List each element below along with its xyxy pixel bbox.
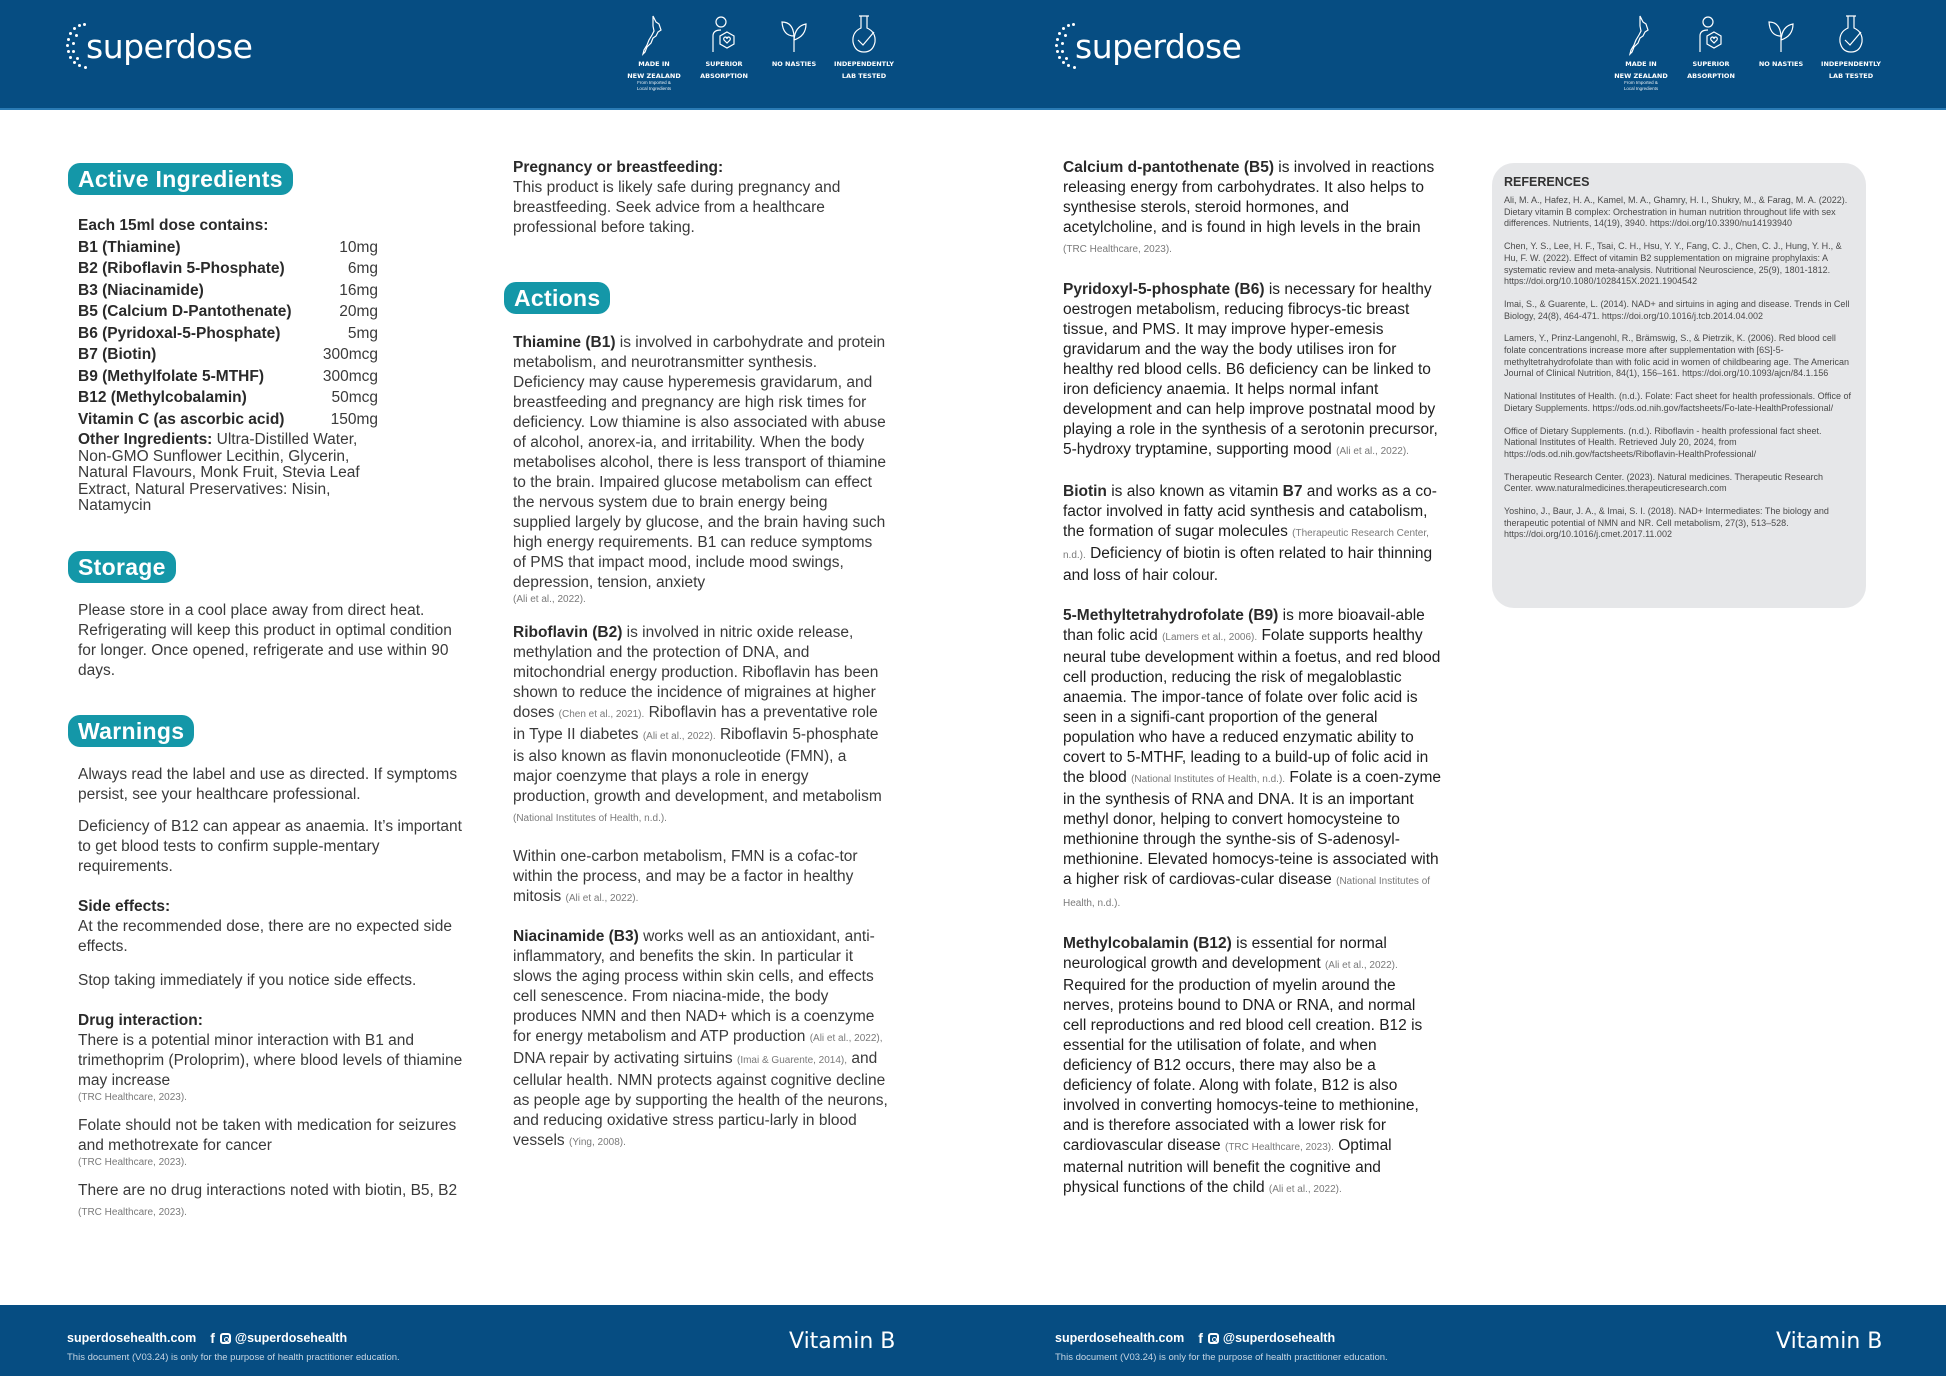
storage-text: Please store in a cool place away from direct heat. Refrigerating will keep this product in optimal condition for longer. Once opened, refrigerate and use within 90 days. <box>78 601 452 679</box>
pregnancy-text: This product is likely safe during pregnancy and breastfeeding. Seek advice from a healthcare professional before taking. <box>513 179 841 236</box>
superdose-logo[interactable] <box>66 22 252 70</box>
flask-check-icon <box>849 14 879 56</box>
action-b3: Niacinamide (B3) works well as an antioxidant, anti-inflammatory, and benefits the skin. In particular it slows the aging process within skin cells, and effects cell senescence. From niacina-mide, the body produces NMN and then NAD+ which is a coenzyme for energy metabolism and ATP production (Ali et al., 2022), DNA repair by activating sirtuins (Imai & Guarente, 2014), and cellular health. NMN protects against cognitive decline as people age by supporting the health of the neurons, and reducing oxidative stress particu-larly in blood vessels (Ying, 2008). <box>513 928 888 1149</box>
absorption-heart-icon <box>1696 14 1726 56</box>
references-panel <box>1492 163 1866 608</box>
drug-p3: There are no drug interactions noted with biotin, B5, B2 (TRC Healthcare, 2023). <box>78 1181 458 1218</box>
badge-no-nasties: NO NASTIES <box>759 14 829 92</box>
citation: (TRC Healthcare, 2023). <box>78 1206 187 1218</box>
footer-product-title: Vitamin B <box>789 1329 896 1354</box>
citation: (TRC Healthcare, 2023). <box>78 1091 187 1103</box>
footer-info-right <box>1055 1330 1388 1363</box>
action-b12: Methylcobalamin (B12) is essential for normal neurological growth and development (Ali et al., 2022). Required for the production of myelin around the nerves, proteins bound to DNA or RNA, and normal cell reproductions and red blood cell creation. B12 is essential for the utilisation of folate, and when deficiency of B12 occurs, there may also be a deficiency of folate. Along with folate, B12 is also involved in converting homocys-teine to methionine, and is therefore associated with a lower risk for cardiovascular disease (TRC Healthcare, 2023). Optimal maternal nutrition will benefit the cognitive and physical functions of the child (Ali et al., 2022). <box>1063 935 1423 1196</box>
column-actions-1 <box>513 158 888 1153</box>
dose-intro: Each 15ml dose contains: <box>78 217 269 234</box>
header-bar <box>0 0 1946 110</box>
ingredient-row: B1 (Thiamine) 10mg <box>78 238 378 256</box>
badge-no-nasties: NO NASTIES <box>1746 14 1816 92</box>
other-ingredients: Other Ingredients: Ultra-Distilled Water, Non-GMO Sunflower Lecithin, Glycerin, Natural Flavours, Monk Fruit, Stevia Leaf Extract, Natural Preservatives: Nisin, Natamycin <box>78 431 360 514</box>
feature-badges-right <box>1606 14 1886 92</box>
ingredient-row: B6 (Pyridoxal-5-Phosphate) 5mg <box>78 324 378 342</box>
side-effects-label: Side effects: <box>78 897 171 915</box>
warnings-block <box>68 765 463 1223</box>
action-b9: 5-Methyltetrahydrofolate (B9) is more bioavail-able than folic acid (Lamers et al., 2006). Folate supports healthy neural tube development within a foetus, and red blood cell production, reducing the risk of megaloblastic anaemia. The impor-tance of folate over folic acid is seen in a signifi-cant proportion of the general population who have a reduced enzymatic ability to covert to 5-MTHF, leading to a build-up of folic acid in the blood (National Institutes of Health, n.d.). Folate is a coen-zyme in the synthesis of RNA and DNA. It is an important methyl donor, helping to convert homocysteine to methionine through the synthe-sis of S-adenosyl-methionine. Elevated homocys-teine is associated with a higher risk of cardiovas-cular disease (National Institutes of Health, n.d.). <box>1063 607 1441 909</box>
logo-swirl-icon <box>66 22 92 70</box>
ingredient-row: B5 (Calcium D-Pantothenate) 20mg <box>78 303 378 320</box>
ingredient-row: B9 (Methylfolate 5-MTHF) 300mcg <box>78 367 378 385</box>
social-handle[interactable]: @superdosehealth <box>234 1331 348 1345</box>
action-b1: Thiamine (B1) is involved in carbohydrate and protein metabolism, and neurotransmitter synthesis. Deficiency may cause hyperemesis gravidarum, and breastfeeding and pregnancy are high risk times for deficiency. Low thiamine is also associated with abuse of alcohol, anorex-ia, and irritability. When the body metabolises alcohol, there is less transport of thiamine to the brain. Impaired glucose metabolism can effect the nervous system due to brain energy being supplied largely by glucose, and the brain having such high energy requirements. B1 can reduce symptoms of PMS that impact mood, include mood swings, depression, tension, anxiety <box>513 334 887 591</box>
action-fmn: Within one-carbon metabolism, FMN is a cofac-tor within the process, and may be a factor in healthy mitosis (Ali et al., 2022). <box>513 848 858 905</box>
drug-p2: Folate should not be taken with medication for seizures and methotrexate for cancer <box>78 1116 457 1154</box>
nz-map-icon <box>639 14 669 56</box>
reference-item: Therapeutic Research Center. (2023). Natural medicines. Therapeutic Research Center. www.naturalmedicines.therapeuticresearch.com <box>1504 471 1823 494</box>
column-ingredients <box>68 163 468 1223</box>
flask-check-icon <box>1836 14 1866 56</box>
social-handle[interactable]: @superdosehealth <box>1222 1331 1336 1345</box>
citation: (TRC Healthcare, 2023). <box>78 1156 187 1168</box>
stop-text: Stop taking immediately if you notice side effects. <box>78 971 417 989</box>
drug-interaction-label: Drug interaction: <box>78 1011 203 1029</box>
column-actions-2 <box>1063 158 1441 1200</box>
action-b2: Riboflavin (B2) is involved in nitric oxide release, methylation and the protection of DNA, and mitochondrial energy production. Riboflavin has been shown to reduce the incidence of migraines at higher doses (Chen et al., 2021). Riboflavin has a preventative role in Type II diabetes (Ali et al., 2022). Riboflavin 5-phosphate is also known as flavin mononucleotide (FMN), a major coenzyme that plays a role in energy production, growth and development, and metabolism (National Institutes of Health, n.d.). <box>513 624 882 824</box>
leaves-icon <box>1766 14 1796 56</box>
section-heading-storage: Storage <box>68 551 176 583</box>
citation: (Ali et al., 2022). <box>513 594 586 605</box>
logo-text: superdose <box>1075 26 1242 66</box>
pregnancy-label: Pregnancy or breastfeeding: <box>513 159 724 176</box>
ingredients-table <box>78 237 378 431</box>
website-link[interactable]: superdosehealth.com <box>67 1331 197 1345</box>
footer-info-left <box>67 1330 400 1363</box>
ingredient-row: B7 (Biotin) 300mcg <box>78 346 378 363</box>
badge-superior-absorption: SUPERIOR ABSORPTION <box>1676 14 1746 92</box>
references-heading: REFERENCES <box>1504 175 1590 189</box>
nz-map-icon <box>1626 14 1656 56</box>
logo-swirl-icon <box>1055 22 1081 70</box>
section-heading-actions: Actions <box>504 282 610 314</box>
footer-disclaimer: This document (V03.24) is only for the purpose of health practitioner education. <box>67 1352 400 1363</box>
reference-item: Lamers, Y., Prinz-Langenohl, R., Brämswig, S., & Pietrzik, K. (2006). Red blood cell folate concentrations increase more after supplementation with [6S]-5-methyltetrahydrofolate than with folic acid in women of childbearing age. The American Journal of Clinical Nutrition, 84(1), 156–161. https://doi.org/10.1093/ajcn/84.1.156 <box>1504 333 1850 379</box>
leaves-icon <box>779 14 809 56</box>
facebook-icon[interactable]: f <box>210 1330 215 1346</box>
side-effects-text: At the recommended dose, there are no expected side effects. <box>78 917 452 955</box>
ingredient-row: B2 (Riboflavin 5-Phosphate) 6mg <box>78 260 378 277</box>
badge-superior-absorption: SUPERIOR ABSORPTION <box>689 14 759 92</box>
action-b5: Calcium d-pantothenate (B5) is involved in reactions releasing energy from carbohydrates. It also helps to synthesise sterols, steroid hormones, and acetylcholine, and is found in high levels in the brain (TRC Healthcare, 2023). <box>1063 159 1435 255</box>
section-heading-active-ingredients: Active Ingredients <box>68 163 293 195</box>
instagram-icon[interactable] <box>220 1333 231 1344</box>
reference-item: National Institutes of Health. (n.d.). Folate: Fact sheet for health professionals. Office of Dietary Supplements. https://ods.od.nih.gov/factsheets/Fo-late-HealthProfessional/ <box>1504 391 1852 413</box>
instagram-icon[interactable] <box>1208 1333 1219 1344</box>
ingredient-row: B3 (Niacinamide) 16mg <box>78 281 378 299</box>
badge-lab-tested: INDEPENDENTLY LAB TESTED <box>1816 14 1886 92</box>
reference-item: Imai, S., & Guarente, L. (2014). NAD+ and sirtuins in aging and disease. Trends in Cell Biology, 24(8), 464-471. https://doi.org/10.1016/j.tcb.2014.04.002 <box>1504 298 1850 321</box>
reference-item: Chen, Y. S., Lee, H. F., Tsai, C. H., Hsu, Y. Y., Fang, C. J., Chen, C. J., Hung, Y. H., & Hu, F. W. (2022). Effect of vitamin B2 supplementation on migraine prophylaxis: A systematic review and meta-analysis. Nutritional Neuroscience, 25(9), 1801-1812. https://doi.org/10.1080/1028415X.2021.1904542 <box>1504 241 1842 287</box>
badge-made-in-nz: MADE IN NEW ZEALAND From Imported & Local Ingredients <box>1606 14 1676 92</box>
badge-lab-tested: INDEPENDENTLY LAB TESTED <box>829 14 899 92</box>
section-heading-warnings: Warnings <box>68 715 194 747</box>
action-b7: Biotin is also known as vitamin B7 and works as a co-factor involved in fatty acid synthesis and catabolism, the formation of sugar molecules (Therapeutic Research Center, n.d.). Deficiency of biotin is often related to hair thinning and loss of hair colour. <box>1063 483 1437 584</box>
reference-item: Yoshino, J., Baur, J. A., & Imai, S. I. (2018). NAD+ Intermediates: The biology and therapeutic potential of NMN and NR. Cell metabolism, 27(3), 513–528. https://doi.org/10.1016/j.cmet.2017.11.002 <box>1504 506 1829 540</box>
badge-made-in-nz: MADE IN NEW ZEALAND From Imported & Local Ingredients <box>619 14 689 92</box>
social-links <box>210 1330 347 1346</box>
footer-disclaimer: This document (V03.24) is only for the purpose of health practitioner education. <box>1055 1352 1388 1363</box>
social-links <box>1198 1330 1335 1346</box>
warning-p2: Deficiency of B12 can appear as anaemia. It’s important to get blood tests to confirm supple-mentary requirements. <box>78 817 462 875</box>
footer-product-title: Vitamin B <box>1776 1329 1883 1354</box>
website-link[interactable]: superdosehealth.com <box>1055 1331 1185 1345</box>
ingredients-block <box>68 215 468 515</box>
warning-p1: Always read the label and use as directed. If symptoms persist, see your healthcare professional. <box>78 765 458 803</box>
logo-text: superdose <box>86 26 253 66</box>
facebook-icon[interactable]: f <box>1198 1330 1203 1346</box>
feature-badges <box>619 14 899 92</box>
superdose-logo-right[interactable] <box>1055 22 1241 70</box>
drug-p1: There is a potential minor interaction with B1 and trimethoprim (Proloprim), where blood levels of thiamine may increase <box>78 1031 463 1089</box>
ingredient-row: B12 (Methylcobalamin) 50mcg <box>78 389 378 406</box>
absorption-heart-icon <box>709 14 739 56</box>
reference-item: Office of Dietary Supplements. (n.d.). Riboflavin - health professional fact sheet. National Institutes of Health. Retrieved July 20, 2024, from https://ods.od.nih.gov/factsheets/Riboflavin-HealthProfessional/ <box>1504 425 1822 459</box>
reference-item: Ali, M. A., Hafez, H. A., Kamel, M. A., Ghamry, H. I., Shukry, M., & Farag, M. A. (2022). Dietary vitamin B complex: Orchestration in human nutrition throughout life with sex differences. Nutrients, 14(19), 3940. https://doi.org/10.3390/nu14193940 <box>1504 195 1848 229</box>
ingredient-row: Vitamin C (as ascorbic acid) 150mg <box>78 410 378 428</box>
action-b6: Pyridoxyl-5-phosphate (B6) is necessary for healthy oestrogen metabolism, reducing fibrocys-tic breast tissue, and PMS. It may improve hyper-emesis gravidarum and the way the body utilises iron for healthy red blood cells. B6 deficiency can be linked to iron deficiency anaemia. It helps normal infant development and can help improve postnatal mood by playing a role in the synthesis of a serotonin precursor, 5-hydroxy tryptamine, supporting mood (Ali et al., 2022). <box>1063 281 1438 458</box>
